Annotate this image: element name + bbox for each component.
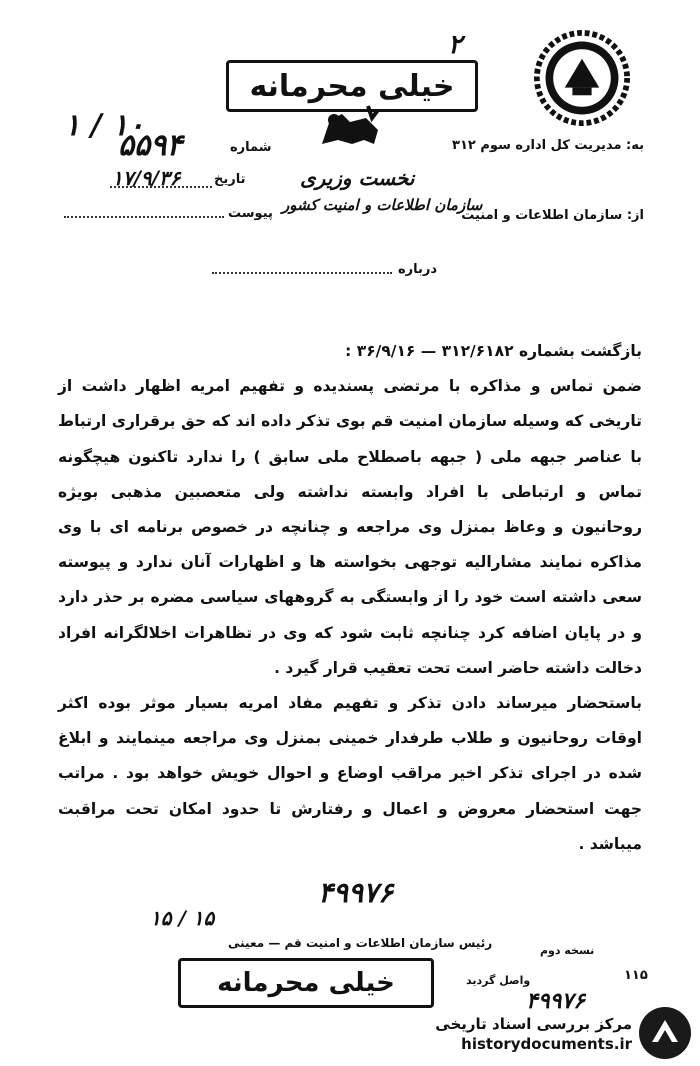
watermark-url: historydocuments.ir xyxy=(461,1035,632,1053)
side-number: ۱۱۵ xyxy=(624,968,648,983)
attachment-dotted-line xyxy=(64,216,224,218)
body-paragraph-1: ضمن تماس و مذاکره با مرتضی پسندیده و تفهیم امریه اظهار داشت از تاریخی که وسیله سازمان امنیت قم بوی تذکر داده اند که حق برقراری ارتباط با عناصر جبهه ملی ( جبهه باصطلاح ملی سابق ) را ندارد تاکنون هیچگونه تماس و ارتباطی با افراد وابسته نداشته ولی متعصبین مذهبی بویژه روحانیون و وعاظ بمنزل وی مراجعه و چنانچه در خصوص برنامه ای با وی مذاکره نمایند مشارالیه توجهی بخواسته ها و اظهارات آنان ندارد و پیوسته سعی داشته است خود را از وابستگی به گروههای سیاسی مضره بر حذر دارد و در پایان اضافه کرد چنانچه ثابت شود که وی در تظاهرات اخلالگرانه افراد دخالت داشته حاضر است تحت تعقیب قرار گیرد . xyxy=(58,377,642,677)
document-number: ۵۵۹۴ xyxy=(118,128,183,163)
attachment-label: پیوست xyxy=(228,206,273,221)
seal-emblem-icon xyxy=(534,30,630,126)
document-date: ۱۷/۹/۳۶ xyxy=(112,166,181,190)
number-label: شماره xyxy=(230,140,272,155)
letter-body xyxy=(58,334,642,862)
watermark-org: مرکز بررسی اسناد تاریخی xyxy=(435,1015,632,1033)
addressee-line: به: مدیریت کل اداره سوم ۳۱۲ xyxy=(452,138,644,153)
bottom-stamp-text: خیلی محرمانه xyxy=(217,968,395,998)
watermark-logo-icon xyxy=(638,1006,692,1060)
footer-handwritten-number: ۴۹۹۷۶ xyxy=(318,876,394,909)
corner-number: ۲ xyxy=(448,30,462,60)
watermark-block xyxy=(400,1014,632,1054)
ministry-handwriting: نخست وزیری xyxy=(300,166,415,190)
cc-line: رئیس سازمان اطلاعات و امنیت قم — معینی xyxy=(228,936,493,950)
subject-dotted-line xyxy=(212,272,392,274)
side-note-2: واصل گردید xyxy=(466,974,531,987)
reference-line: بازگشت بشماره ۳۱۲/۶۱۸۲ — ۳۶/۹/۱۶ : xyxy=(345,342,642,360)
date-label: تاریخ xyxy=(214,172,246,187)
document-number-suffix: ۱ / ۱۰ xyxy=(64,108,145,143)
lion-emblem-icon xyxy=(316,100,386,152)
top-stamp-text: خیلی محرمانه xyxy=(249,68,455,104)
from-handwriting: سازمان اطلاعات و امنیت کشور xyxy=(282,196,483,214)
from-line: از: سازمان اطلاعات و امنیت xyxy=(461,208,644,223)
body-paragraph-2: باستحضار میرساند دادن تذکر و تفهیم مفاد امریه بسیار موثر بوده اکثر اوقات روحانیون و طلاب طرفدار خمینی بمنزل وی مراجعه مینمایند و ابلاغ شده در اجرای تذکر اخیر مراقب اوضاع و احوال خویش خواهد بود . مراتب جهت استحضار معروض و اعمال و رفتارش تا حدود امکان تحت مراقبت میباشد . xyxy=(58,694,642,853)
subject-label: درباره xyxy=(398,262,438,277)
signature-note: ۱۵ / ۱۵ xyxy=(150,906,215,930)
side-note-1: نسخه دوم xyxy=(540,944,595,957)
date-dotted-line xyxy=(110,186,212,188)
side-handwritten-number: ۴۹۹۷۶ xyxy=(526,988,586,1014)
bottom-classification-stamp xyxy=(178,958,434,1008)
